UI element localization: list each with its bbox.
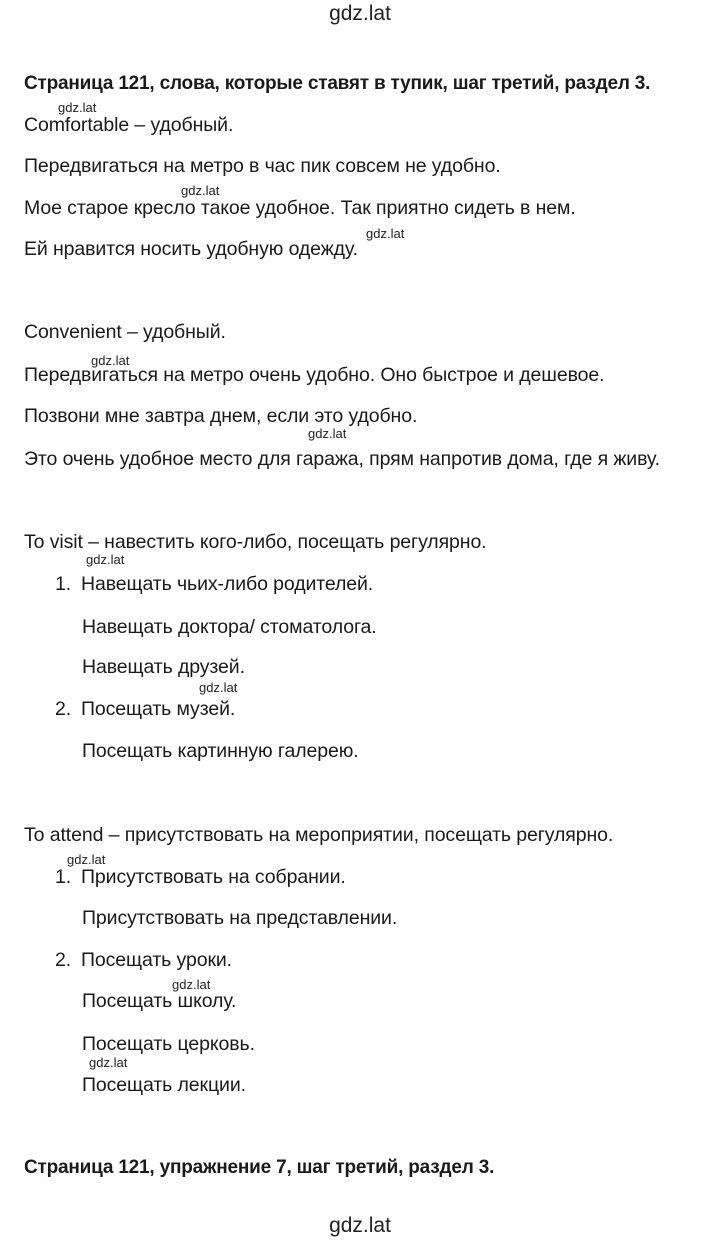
list-subitem: Посещать церковь.: [82, 1033, 255, 1055]
watermark: gdz.lat: [89, 1055, 128, 1070]
list-subitem: Посещать школу.: [82, 990, 237, 1012]
example-line: Мое старое кресло такое удобное. Так приятно сидеть в нем.: [24, 197, 576, 219]
list-item-text: Навещать чьих-либо родителей.: [81, 573, 374, 595]
section-heading: Страница 121, упражнение 7, шаг третий, раздел 3.: [24, 1157, 495, 1178]
list-subitem: Навещать доктора/ стоматолога.: [82, 616, 377, 638]
watermark: gdz.lat: [199, 680, 238, 695]
word-title-visit: To visit – навестить кого-либо, посещать регулярно.: [24, 531, 487, 553]
list-subitem: Посещать лекции.: [82, 1074, 246, 1096]
list-item: [55, 573, 373, 596]
list-item: [55, 949, 232, 972]
word-title-attend: To attend – присутствовать на мероприятии, посещать регулярно.: [24, 824, 614, 846]
list-subitem: Присутствовать на представлении.: [82, 907, 398, 929]
watermark: gdz.lat: [366, 226, 405, 241]
list-number: 1.: [55, 866, 72, 888]
site-footer: gdz.lat: [329, 1214, 391, 1237]
watermark: gdz.lat: [181, 183, 220, 198]
list-number: 2.: [55, 949, 72, 971]
word-title-convenient: Convenient – удобный.: [24, 321, 226, 343]
example-line: Передвигаться на метро очень удобно. Оно быстрое и дешевое.: [24, 364, 605, 386]
section-heading: Страница 121, слова, которые ставят в тупик, шаг третий, раздел 3.: [24, 73, 651, 94]
watermark: gdz.lat: [172, 977, 211, 992]
list-item: [55, 698, 235, 721]
watermark: gdz.lat: [91, 353, 130, 368]
list-subitem: Навещать друзей.: [82, 656, 245, 678]
list-item-text: Посещать музей.: [81, 698, 236, 720]
list-item-text: Присутствовать на собрании.: [81, 866, 346, 888]
list-number: 1.: [55, 573, 72, 595]
watermark: gdz.lat: [86, 552, 125, 567]
site-header: gdz.lat: [329, 2, 391, 25]
example-line: Ей нравится носить удобную одежду.: [24, 238, 358, 260]
list-subitem: Посещать картинную галерею.: [82, 740, 359, 762]
watermark: gdz.lat: [308, 426, 347, 441]
list-item-text: Посещать уроки.: [81, 949, 232, 971]
word-title-comfortable: Comfortable – удобный.: [24, 114, 234, 136]
example-line: Передвигаться на метро в час пик совсем не удобно.: [24, 155, 501, 177]
watermark: gdz.lat: [67, 852, 106, 867]
list-number: 2.: [55, 698, 72, 720]
watermark: gdz.lat: [58, 100, 97, 115]
example-line: Позвони мне завтра днем, если это удобно.: [24, 405, 418, 427]
example-line: Это очень удобное место для гаража, прям напротив дома, где я живу.: [24, 448, 660, 470]
list-item: [55, 866, 346, 889]
